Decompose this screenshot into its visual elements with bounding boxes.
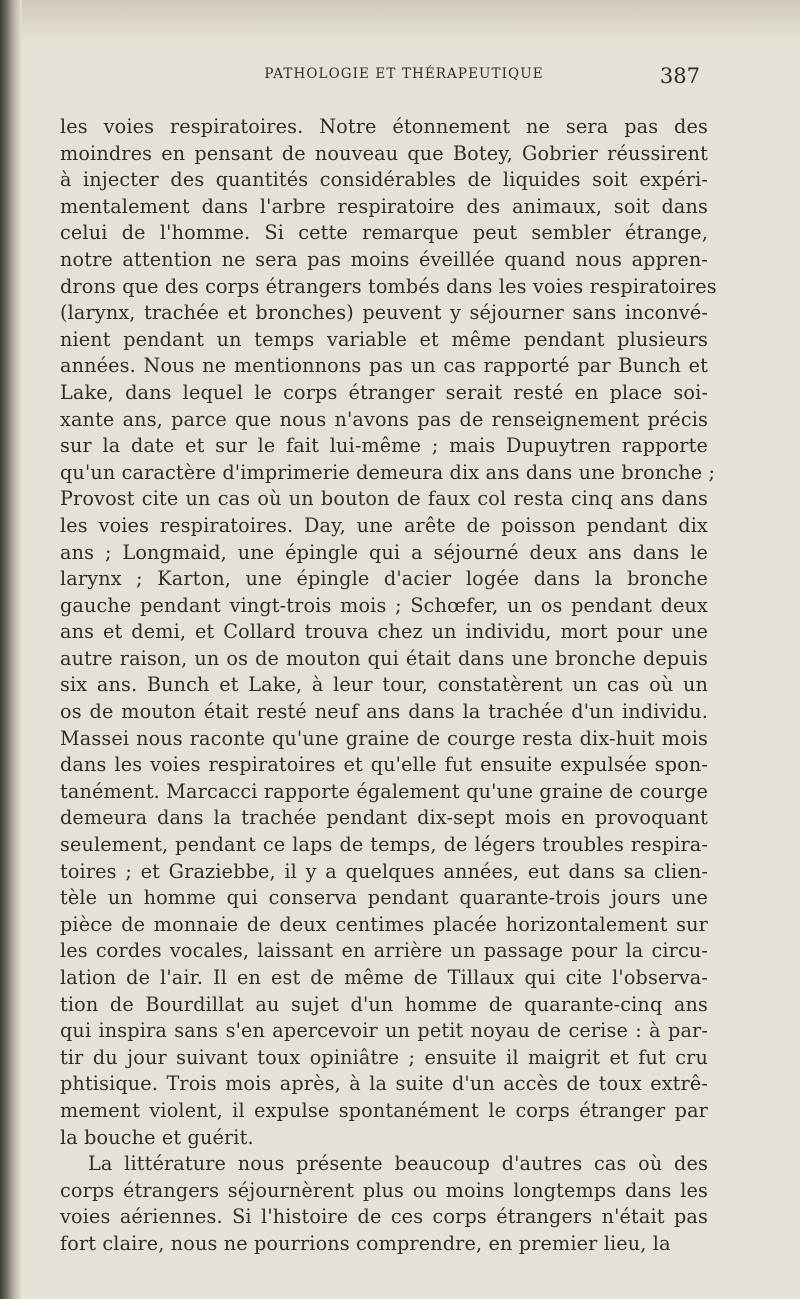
text-line: lation de l'air. Il en est de même de Tillaux qui cite l'observa- [60, 966, 708, 989]
text-line: gauche pendant vingt-trois mois ; Schœfer, un os pendant deux [60, 593, 708, 617]
text-line: six ans. Bunch et Lake, à leur tour, constatèrent un cas où un [60, 673, 708, 697]
text-line: voies aériennes. Si l'histoire de ces corps étrangers n'était pas [60, 1205, 708, 1229]
text-line: années. Nous ne mentionnons pas un cas rapporté par Bunch et [60, 354, 708, 378]
text-line: sur la date et sur le fait lui-même ; mais Dupuytren rapporte [60, 434, 708, 458]
page-top-shadow [0, 0, 800, 40]
text-line: os de mouton était resté neuf ans dans la trachée d'un individu. [60, 700, 708, 724]
text-line: pièce de monnaie de deux centimes placée horizontalement sur [60, 912, 708, 936]
text-line: tion de Bourdillat au sujet d'un homme de quarante-cinq ans [60, 992, 708, 1016]
text-line: dans les voies respiratoires et qu'elle fut ensuite expulsée spon- [60, 753, 708, 777]
text-line: tanément. Marcacci rapporte également qu'une graine de courge [60, 779, 708, 803]
text-line: Lake, dans lequel le corps étranger serait resté en place soi- [60, 380, 708, 404]
text-line: moindres en pensant de nouveau que Botey, Gobrier réussirent [60, 141, 708, 165]
text-line: Massei nous raconte qu'une graine de courge resta dix-huit mois [60, 726, 708, 750]
text-line: mentalement dans l'arbre respiratoire des animaux, soit dans [60, 194, 708, 218]
text-line: corps étrangers séjournèrent plus ou moins longtemps dans les [60, 1178, 708, 1202]
text-line: toires ; et Graziebbe, il y a quelques années, eut dans sa clien- [60, 859, 708, 883]
text-line: tir du jour suivant toux opiniâtre ; ensuite il maigrit et fut cru [60, 1045, 708, 1069]
text-line: fort claire, nous ne pourrions comprendre, en premier lieu, la [60, 1231, 671, 1255]
text-line: nient pendant un temps variable et même pendant plusieurs [60, 327, 708, 351]
text-line: phtisique. Trois mois après, à la suite d'un accès de toux extrê- [60, 1072, 708, 1096]
page-header [60, 66, 708, 98]
text-line: drons que des corps étrangers tombés dans les voies respiratoires [60, 274, 717, 298]
text-line: larynx ; Karton, une épingle d'acier logée dans la bronche [60, 567, 708, 591]
text-line: (larynx, trachée et bronches) peuvent y séjourner sans inconvé- [60, 301, 708, 325]
text-line: tèle un homme qui conserva pendant quarante-trois jours une [60, 886, 708, 910]
book-page [60, 64, 717, 1258]
running-title: PATHOLOGIE ET THÉRAPEUTIQUE [264, 66, 544, 82]
text-line: La littérature nous présente beaucoup d'autres cas où des [88, 1152, 708, 1176]
text-line: notre attention ne sera pas moins éveillée quand nous appren- [60, 247, 708, 271]
text-line: Provost cite un cas où un bouton de faux col resta cinq ans dans [60, 487, 708, 511]
text-line: qu'un caractère d'imprimerie demeura dix ans dans une bronche ; [60, 460, 716, 484]
text-line: autre raison, un os de mouton qui était dans une bronche depuis [60, 646, 708, 670]
text-line: xante ans, parce que nous n'avons pas de renseignement précis [60, 407, 708, 431]
book-binding-edge [0, 0, 22, 1299]
text-line: mement violent, il expulse spontanément le corps étranger par [60, 1098, 708, 1122]
text-line: les voies respiratoires. Day, une arête de poisson pendant dix [60, 513, 708, 537]
text-line: ans et demi, et Collard trouva chez un individu, mort pour une [60, 620, 708, 644]
text-line: ans ; Longmaid, une épingle qui a séjourné deux ans dans le [60, 540, 708, 564]
text-line: à injecter des quantités considérables de liquides soit expéri- [60, 168, 708, 192]
page-number: 387 [659, 64, 700, 88]
text-line: seulement, pendant ce laps de temps, de légers troubles respira- [60, 833, 708, 857]
text-line: qui inspira sans s'en apercevoir un petit noyau de cerise : à par- [60, 1019, 708, 1043]
body-text [60, 114, 717, 1258]
text-line: la bouche et guérit. [60, 1125, 254, 1149]
text-line: les voies respiratoires. Notre étonnement ne sera pas des [60, 115, 708, 138]
text-line: les cordes vocales, laissant en arrière un passage pour la circu- [60, 939, 708, 963]
text-line: demeura dans la trachée pendant dix-sept mois en provoquant [60, 806, 708, 830]
text-line: celui de l'homme. Si cette remarque peut sembler étrange, [60, 221, 708, 245]
